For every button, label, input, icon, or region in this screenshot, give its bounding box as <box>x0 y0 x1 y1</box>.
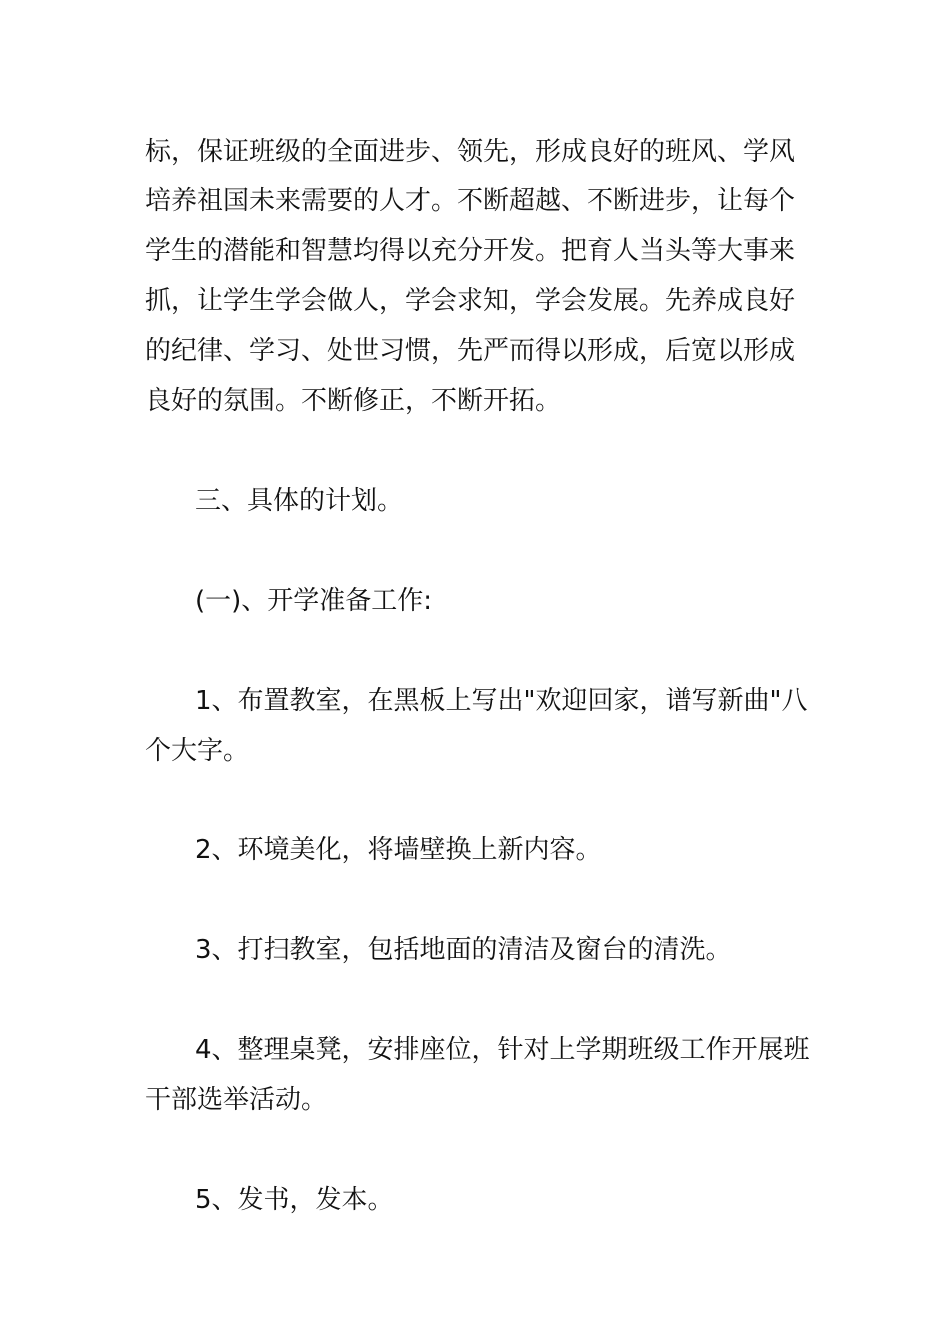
list-item-4-line-2: 干部选举活动。 <box>145 1085 328 1115</box>
paragraph-line: 的纪律、学习、处世习惯，先严而得以形成，后宽以形成 <box>145 336 796 366</box>
list-item-1-line-2: 个大字。 <box>145 736 250 766</box>
list-item-1-line-1: 1、布置教室，在黑板上写出"欢迎回家，谱写新曲"八 <box>195 686 808 716</box>
subsection-heading: (一)、开学准备工作: <box>195 586 433 616</box>
paragraph-line: 学生的潜能和智慧均得以充分开发。把育人当头等大事来 <box>145 236 796 266</box>
section-heading: 三、具体的计划。 <box>195 486 404 516</box>
paragraph-line: 抓，让学生学会做人，学会求知，学会发展。先养成良好 <box>145 286 796 316</box>
paragraph-line: 培养祖国未来需要的人才。不断超越、不断进步，让每个 <box>145 186 796 216</box>
paragraph-line: 良好的氛围。不断修正，不断开拓。 <box>145 386 562 416</box>
list-item-4-line-1: 4、整理桌凳，安排座位，针对上学期班级工作开展班 <box>195 1035 810 1065</box>
paragraph-line: 标，保证班级的全面进步、领先，形成良好的班风、学风 <box>145 137 796 167</box>
list-item-5: 5、发书，发本。 <box>195 1185 394 1215</box>
list-item-3: 3、打扫教室，包括地面的清洁及窗台的清洗。 <box>195 935 732 965</box>
list-item-2: 2、环境美化，将墙壁换上新内容。 <box>195 835 602 865</box>
